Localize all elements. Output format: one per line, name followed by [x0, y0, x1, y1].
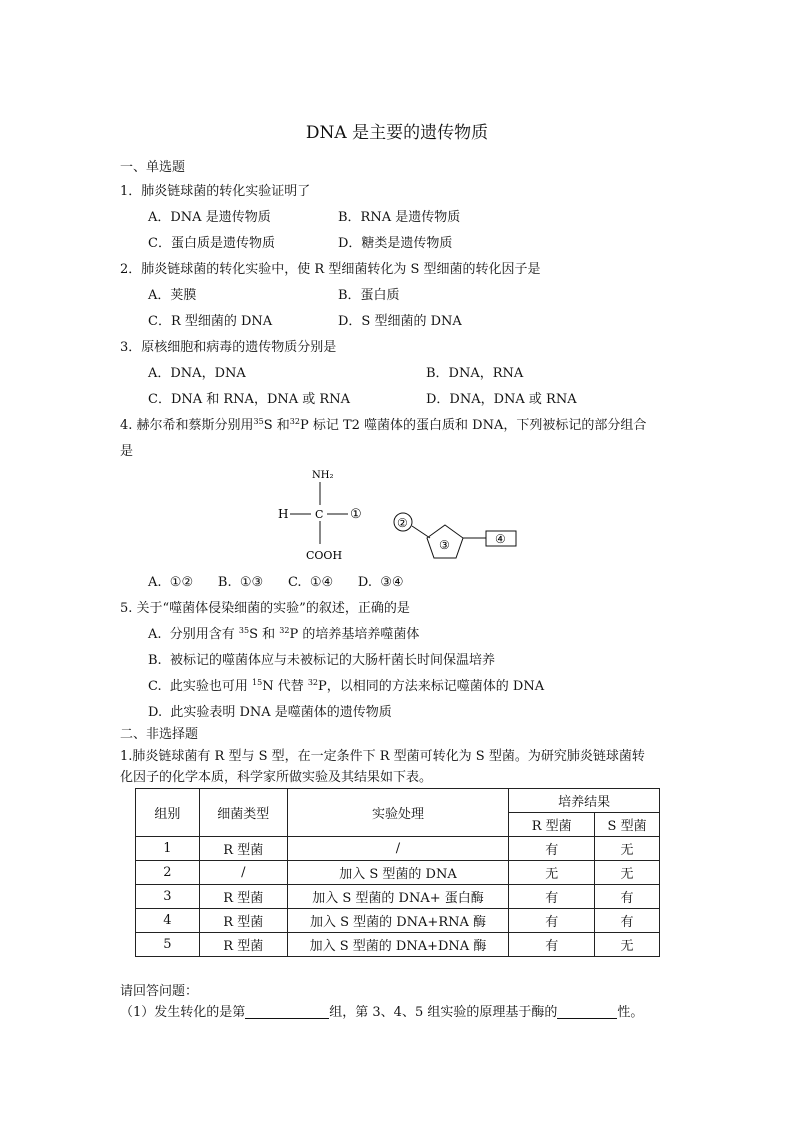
- q1-option-d: D．糖类是遗传物质: [338, 236, 453, 251]
- table-row: [136, 861, 660, 885]
- sub1-part: （1）发生转化的是第: [120, 1005, 246, 1020]
- cell-group: 2: [136, 861, 200, 885]
- q5-a-sup-32: 32: [279, 626, 290, 635]
- cell-s-result: 无: [595, 861, 660, 885]
- answer-blank-2[interactable]: [557, 1004, 617, 1019]
- cell-type: R 型菌: [199, 909, 287, 933]
- cell-r-result: 有: [509, 885, 595, 909]
- table-row: [136, 885, 660, 909]
- q3-option-c: C．DNA 和 RNA，DNA 或 RNA: [148, 392, 350, 407]
- section-heading-non-choice: 二、非选择题: [120, 727, 199, 742]
- q4-options: A. ①② B. ①③ C. ①④ D. ③④: [148, 575, 404, 590]
- nh2-label: NH₂: [312, 470, 334, 481]
- q5-option-b: B. 被标记的噬菌体应与未被标记的大肠杆菌长时间保温培养: [148, 653, 495, 668]
- header-group: 组别: [136, 789, 200, 837]
- cell-treatment: 加入 S 型菌的 DNA+ 蛋白酶: [287, 885, 509, 909]
- q5-option-c: [148, 678, 544, 696]
- q3-option-b: B．DNA，RNA: [426, 366, 524, 381]
- marker-2: ②: [397, 516, 408, 530]
- marker-4: ④: [495, 532, 506, 546]
- q4-stem-part: 4. 赫尔希和蔡斯分别用: [120, 418, 254, 433]
- answer-prompt: 请回答问题：: [120, 984, 199, 999]
- q5-a-part: A. 分别用含有: [148, 627, 239, 642]
- cell-type: R 型菌: [199, 885, 287, 909]
- q3-stem: 3．原核细胞和病毒的遗传物质分别是: [120, 340, 337, 355]
- cell-type: /: [199, 861, 287, 885]
- sub-question-1: [120, 1004, 643, 1022]
- table-row: [136, 837, 660, 861]
- header-r-type: R 型菌: [509, 813, 595, 837]
- cell-treatment: /: [287, 837, 509, 861]
- header-s-type: S 型菌: [595, 813, 660, 837]
- q5-c-part: P，以相同的方法来标记噬菌体的 DNA: [318, 679, 545, 694]
- results-table: [135, 788, 660, 957]
- header-bacteria-type: 细菌类型: [199, 789, 287, 837]
- cell-treatment: 加入 S 型菌的 DNA+RNA 酶: [287, 909, 509, 933]
- cell-s-result: 无: [595, 933, 660, 957]
- q2-option-d: D．S 型细菌的 DNA: [338, 314, 462, 329]
- cell-type: R 型菌: [199, 933, 287, 957]
- cell-r-result: 有: [509, 837, 595, 861]
- cell-group: 1: [136, 837, 200, 861]
- q1-option-c: C．蛋白质是遗传物质: [148, 236, 275, 251]
- cell-r-result: 有: [509, 909, 595, 933]
- page-title: DNA 是主要的遗传物质: [305, 123, 489, 143]
- bond-line: [412, 526, 430, 538]
- marker-1: ①: [350, 507, 362, 522]
- q1-option-a: A．DNA 是遗传物质: [148, 210, 271, 225]
- cell-s-result: 有: [595, 885, 660, 909]
- q4-stem-line2: 是: [120, 444, 134, 459]
- q5-c-sup-15: 15: [252, 678, 263, 687]
- cell-treatment: 加入 S 型菌的 DNA: [287, 861, 509, 885]
- cell-r-result: 有: [509, 933, 595, 957]
- q4-stem-part: S 和: [263, 418, 290, 433]
- q5-c-sup-32: 32: [307, 678, 319, 687]
- c-label: C: [315, 508, 324, 521]
- cooh-label: COOH: [306, 549, 343, 562]
- cell-group: 5: [136, 933, 200, 957]
- cell-group: 4: [136, 909, 200, 933]
- q2-stem: 2．肺炎链球菌的转化实验中，使 R 型细菌转化为 S 型细菌的转化因子是: [120, 262, 541, 277]
- cell-s-result: 有: [595, 909, 660, 933]
- cell-r-result: 无: [509, 861, 595, 885]
- amino-acid-diagram: [270, 460, 380, 568]
- table-header-row: [136, 789, 660, 813]
- q2-option-c: C．R 型细菌的 DNA: [148, 314, 273, 329]
- q1-stem: 1．肺炎链球菌的转化实验证明了: [120, 184, 311, 199]
- q5-stem: 5. 关于“噬菌体侵染细菌的实验”的叙述，正确的是: [120, 601, 410, 616]
- q4-stem: [120, 417, 646, 435]
- q5-option-a: [148, 626, 419, 644]
- table-row: [136, 909, 660, 933]
- sub1-part: 组，第 3、4、5 组实验的原理基于酶的: [329, 1005, 558, 1020]
- q2-option-b: B．蛋白质: [338, 288, 400, 303]
- cell-group: 3: [136, 885, 200, 909]
- q5-a-part: P 的培养基培养噬菌体: [289, 627, 420, 642]
- section-heading-single-choice: 一、单选题: [120, 160, 186, 175]
- h-label: H: [278, 507, 289, 521]
- q5-c-part: C. 此实验也可用: [148, 679, 253, 694]
- sub1-part: 性。: [617, 1005, 644, 1020]
- q5-option-d: D. 此实验表明 DNA 是噬菌体的遗传物质: [148, 705, 392, 720]
- q5-a-sup-35: 35: [238, 626, 250, 635]
- q4-sup-32: 32: [289, 417, 300, 426]
- marker-3: ③: [439, 538, 450, 552]
- p1-line1: 1.肺炎链球菌有 R 型与 S 型，在一定条件下 R 型菌可转化为 S 型菌。为研究肺炎链球菌转: [120, 749, 645, 764]
- table-row: [136, 933, 660, 957]
- p1-line2: 化因子的化学本质，科学家所做实验及其结果如下表。: [120, 770, 433, 785]
- answer-blank-1[interactable]: [245, 1004, 329, 1019]
- q5-a-part: S 和: [249, 627, 280, 642]
- q3-option-a: A．DNA，DNA: [148, 366, 246, 381]
- cell-type: R 型菌: [199, 837, 287, 861]
- header-treatment: 实验处理: [287, 789, 509, 837]
- q4-sup-35: 35: [253, 417, 264, 426]
- cell-s-result: 无: [595, 837, 660, 861]
- q1-option-b: B．RNA 是遗传物质: [338, 210, 461, 225]
- q5-c-part: N 代替: [262, 679, 308, 694]
- q4-stem-part: P 标记 T2 噬菌体的蛋白质和 DNA，下列被标记的部分组合: [299, 418, 647, 433]
- header-culture-result: 培养结果: [509, 789, 660, 813]
- q2-option-a: A．荚膜: [148, 288, 197, 303]
- nucleotide-diagram: [390, 508, 520, 562]
- q3-option-d: D．DNA，DNA 或 RNA: [426, 392, 577, 407]
- cell-treatment: 加入 S 型菌的 DNA+DNA 酶: [287, 933, 509, 957]
